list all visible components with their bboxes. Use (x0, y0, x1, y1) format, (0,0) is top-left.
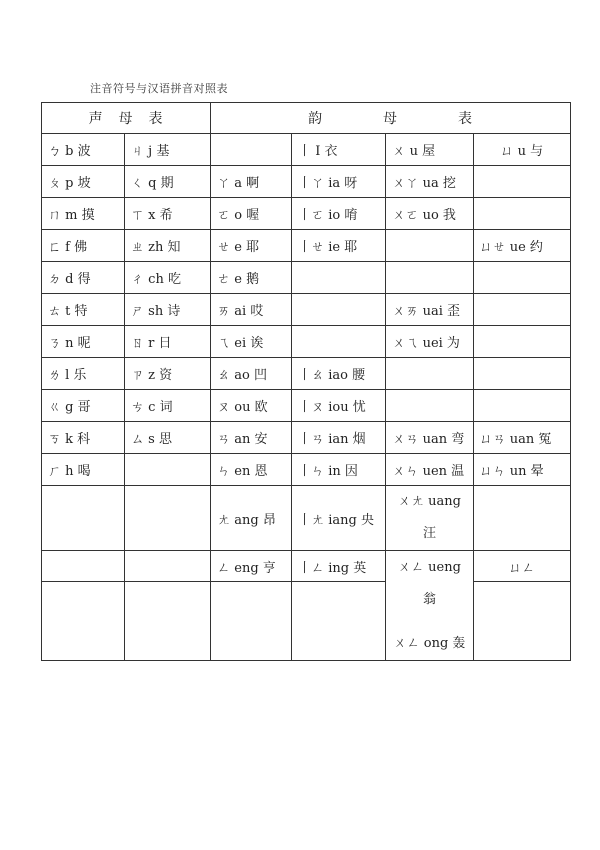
initial-cell: ㄎ k 科 (42, 422, 125, 454)
initial-cell: ㄆ p 坡 (42, 166, 125, 198)
final-cell (211, 582, 292, 661)
v-final-cell: ㄩㄝ ue 约 (473, 230, 570, 262)
ueng-char: 翁 (423, 592, 437, 607)
initial-cell: ㄊ t 特 (42, 294, 125, 326)
table-row (42, 230, 571, 262)
final-cell: ㄢ an 安 (211, 422, 292, 454)
v-final-cell: ㄩㄣ un 晕 (473, 454, 570, 486)
i-final-cell: 丨ㄢ ian 烟 (292, 422, 386, 454)
u-final-cell (386, 230, 473, 262)
v-final-cell (473, 358, 570, 390)
table-row (42, 262, 571, 294)
initial-cell: ㄒ x 希 (125, 198, 211, 230)
initial-cell: ㄌ l 乐 (42, 358, 125, 390)
final-cell (211, 134, 292, 166)
initial-cell (42, 582, 125, 661)
final-cell: ㄛ o 喔 (211, 198, 292, 230)
table-row (42, 198, 571, 230)
v-final-cell (473, 166, 570, 198)
document-title: 注音符号与汉语拼音对照表 (90, 82, 228, 95)
u-final-cell (386, 390, 473, 422)
v-final-cell: ㄩㄢ uan 冤 (473, 422, 570, 454)
u-final-cell (386, 551, 473, 661)
final-cell: ㄡ ou 欧 (211, 390, 292, 422)
i-final-cell: 丨ㄛ io 唷 (292, 198, 386, 230)
initials-header: 声 母 表 (42, 103, 211, 134)
initial-cell: ㄘ c 词 (125, 390, 211, 422)
i-final-cell (292, 262, 386, 294)
initial-cell (42, 551, 125, 582)
initial-cell (125, 551, 211, 582)
table-row-ang (42, 486, 571, 551)
uang-label: ㄨㄤ uang (398, 494, 461, 509)
header-row (42, 103, 571, 134)
final-cell: ㄝ e 耶 (211, 230, 292, 262)
v-final-cell (473, 294, 570, 326)
initial-cell (125, 486, 211, 551)
v-final-cell (473, 486, 570, 551)
initial-cell: ㄙ s 思 (125, 422, 211, 454)
table-row (42, 326, 571, 358)
initial-cell: ㄕ sh 诗 (125, 294, 211, 326)
final-cell: ㄟ ei 诶 (211, 326, 292, 358)
i-final-cell (292, 294, 386, 326)
u-final-cell (386, 486, 473, 551)
initial-cell: ㄑ q 期 (125, 166, 211, 198)
u-final-cell: ㄨ u 屋 (386, 134, 473, 166)
i-final-cell: 丨ㄣ in 因 (292, 454, 386, 486)
final-cell: ㄜ e 鹅 (211, 262, 292, 294)
table-row-blank (42, 582, 571, 661)
u-final-cell (386, 358, 473, 390)
initial-cell (125, 582, 211, 661)
i-final-cell (292, 582, 386, 661)
initial-cell: ㄇ m 摸 (42, 198, 125, 230)
final-cell: ㄞ ai 哎 (211, 294, 292, 326)
table-row (42, 422, 571, 454)
i-final-cell: 丨ㄡ iou 忧 (292, 390, 386, 422)
table-row (42, 134, 571, 166)
finals-header: 韵 母 表 (211, 103, 571, 134)
i-final-cell: 丨ㄚ ia 呀 (292, 166, 386, 198)
initial-cell: ㄋ n 呢 (42, 326, 125, 358)
table-row-eng (42, 551, 571, 582)
v-final-cell (473, 198, 570, 230)
u-final-cell: ㄨㄚ ua 挖 (386, 166, 473, 198)
final-cell: ㄤ ang 昂 (211, 486, 292, 551)
table-row (42, 166, 571, 198)
initial-cell: ㄅ b 波 (42, 134, 125, 166)
initial-cell: ㄓ zh 知 (125, 230, 211, 262)
final-cell: ㄚ a 啊 (211, 166, 292, 198)
table-row (42, 454, 571, 486)
i-final-cell: 丨 I 衣 (292, 134, 386, 166)
v-final-cell (473, 326, 570, 358)
v-final-cell (473, 582, 570, 661)
zhuyin-pinyin-table (41, 102, 571, 661)
v-final-cell (473, 390, 570, 422)
final-cell: ㄥ eng 亨 (211, 551, 292, 582)
initial-cell: ㄏ h 喝 (42, 454, 125, 486)
v-final-cell (473, 262, 570, 294)
initial-cell: ㄔ ch 吃 (125, 262, 211, 294)
initial-cell: ㄐ j 基 (125, 134, 211, 166)
u-final-cell (386, 262, 473, 294)
initial-cell: ㄉ d 得 (42, 262, 125, 294)
initial-cell: ㄈ f 佛 (42, 230, 125, 262)
initial-cell (125, 454, 211, 486)
v-final-cell: ㄩ u 与 (473, 134, 570, 166)
ueng-label: ㄨㄥ ueng (398, 560, 461, 575)
u-final-cell: ㄨㄟ uei 为 (386, 326, 473, 358)
u-final-cell: ㄨㄞ uai 歪 (386, 294, 473, 326)
u-final-cell: ㄨㄛ uo 我 (386, 198, 473, 230)
i-final-cell (292, 326, 386, 358)
table-row (42, 390, 571, 422)
initial-cell: ㄍ g 哥 (42, 390, 125, 422)
initial-cell: ㄗ z 资 (125, 358, 211, 390)
i-final-cell: 丨ㄠ iao 腰 (292, 358, 386, 390)
initial-cell (42, 486, 125, 551)
ong-label: ㄨㄥ ong 轰 (393, 636, 466, 651)
uang-char: 汪 (423, 526, 437, 541)
i-final-cell: 丨ㄝ ie 耶 (292, 230, 386, 262)
u-final-cell: ㄨㄣ uen 温 (386, 454, 473, 486)
table-row (42, 358, 571, 390)
i-final-cell: 丨ㄥ ing 英 (292, 551, 386, 582)
u-final-cell: ㄨㄢ uan 弯 (386, 422, 473, 454)
final-cell: ㄠ ao 凹 (211, 358, 292, 390)
v-final-cell: ㄩㄥ (473, 551, 570, 582)
initial-cell: ㄖ r 日 (125, 326, 211, 358)
final-cell: ㄣ en 恩 (211, 454, 292, 486)
i-final-cell: 丨ㄤ iang 央 (292, 486, 386, 551)
table-row (42, 294, 571, 326)
